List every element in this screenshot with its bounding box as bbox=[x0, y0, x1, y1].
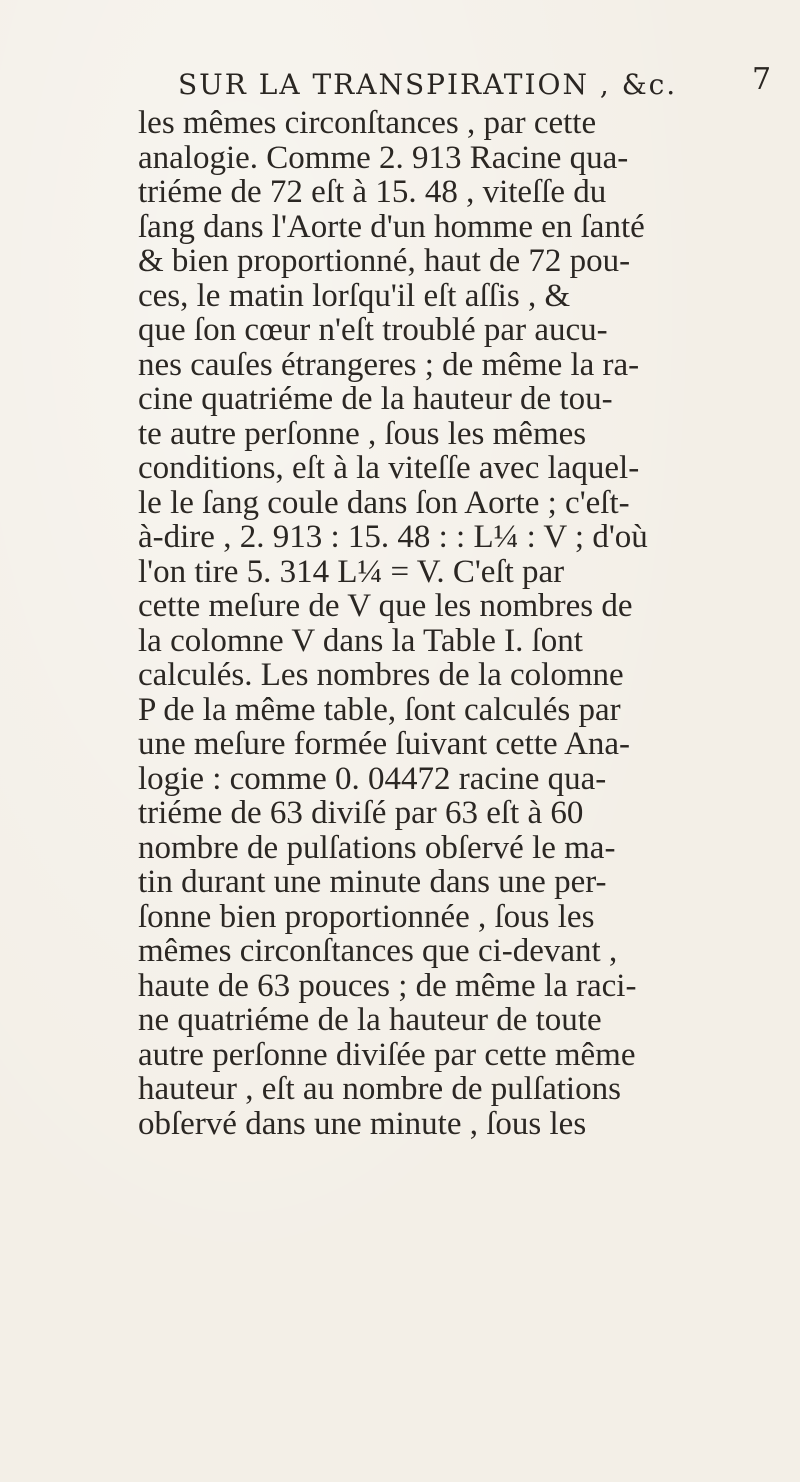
text-line: triéme de 63 diviſé par 63 eſt à 60 bbox=[138, 795, 584, 831]
text-line: la colomne V dans la Table I. ſont bbox=[138, 622, 583, 659]
text-line: calculés. Les nombres de la colomne bbox=[138, 657, 624, 693]
text-line: ſang dans l'Aorte d'un homme en ſanté bbox=[138, 208, 645, 245]
text-line: mêmes circonſtances que ci-devant , bbox=[138, 933, 618, 969]
running-title: SUR LA TRANSPIRATION , &c. bbox=[178, 68, 678, 101]
text-line: une meſure formée ſuivant cette Ana- bbox=[138, 726, 631, 762]
text-line: obſervé dans une minute , ſous les bbox=[138, 1105, 587, 1142]
text-line: autre perſonne diviſée par cette même bbox=[138, 1036, 636, 1073]
text-line: nombre de pulſations obſervé le ma- bbox=[138, 829, 616, 866]
text-line: ne quatriéme de la hauteur de toute bbox=[138, 1002, 602, 1038]
text-line: cette meſure de V que les nombres de bbox=[138, 588, 633, 624]
text-line: hauteur , eſt au nombre de pulſations bbox=[138, 1071, 621, 1107]
text-line: haute de 63 pouces ; de même la raci- bbox=[138, 967, 637, 1004]
text-line: les mêmes circonſtances , par cette bbox=[138, 105, 597, 141]
body-text bbox=[138, 106, 778, 1141]
text-line: conditions, eſt à la viteſſe avec laquel- bbox=[138, 450, 640, 486]
text-line: nes cauſes étrangeres ; de même la ra- bbox=[138, 346, 640, 383]
text-line: analogie. Comme 2. 913 Racine qua- bbox=[138, 139, 629, 176]
text-line: logie : comme 0. 04472 racine qua- bbox=[138, 760, 607, 797]
page-number: 7 bbox=[752, 62, 772, 97]
text-line: ces, le matin lorſqu'il eſt aſſis , & bbox=[138, 277, 571, 314]
text-line: tin durant une minute dans une per- bbox=[138, 864, 607, 900]
text-line: l'on tire 5. 314 L¼ = V. C'eſt par bbox=[138, 553, 565, 590]
text-line: à-dire , 2. 913 : 15. 48 : : L¼ : V ; d'où bbox=[138, 519, 648, 555]
text-line: triéme de 72 eſt à 15. 48 , viteſſe du bbox=[138, 174, 607, 210]
text-line: P de la même table, ſont calculés par bbox=[138, 691, 621, 728]
text-line: le le ſang coule dans ſon Aorte ; c'eſt- bbox=[138, 484, 630, 521]
text-line: que ſon cœur n'eſt troublé par aucu- bbox=[138, 312, 608, 348]
text-line: ſonne bien proportionnée , ſous les bbox=[138, 898, 595, 935]
text-line: & bien proportionné, haut de 72 pou- bbox=[138, 243, 631, 279]
text-line: te autre perſonne , ſous les mêmes bbox=[138, 415, 587, 452]
text-line: cine quatriéme de la hauteur de tou- bbox=[138, 381, 613, 417]
